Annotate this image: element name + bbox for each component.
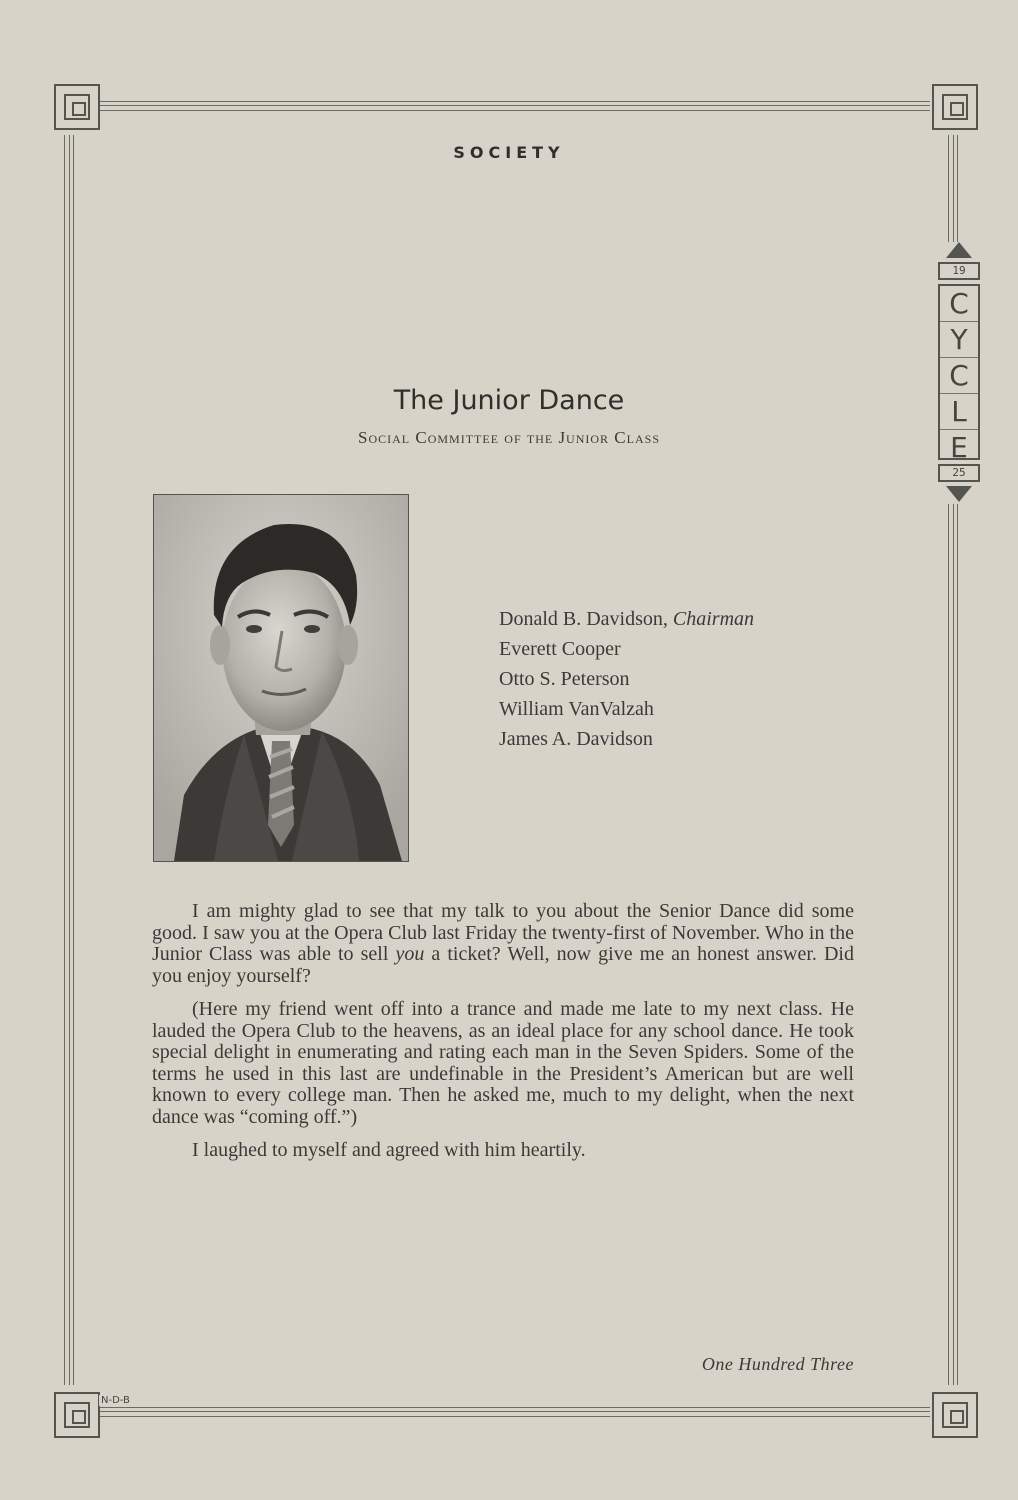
corner-ornament-bottom-right bbox=[932, 1392, 978, 1438]
member-name: Otto S. Peterson bbox=[499, 668, 630, 690]
committee-member bbox=[499, 724, 879, 754]
corner-ornament-top-right bbox=[932, 84, 978, 130]
committee-list bbox=[499, 604, 879, 754]
paragraph-text: a ticket? Well, now give me an honest answer. Did you enjoy yourself? bbox=[152, 943, 854, 987]
emphasis: you bbox=[395, 943, 425, 965]
member-role: Chairman bbox=[672, 608, 755, 630]
committee-member bbox=[499, 634, 879, 664]
page-number: One Hundred Three bbox=[701, 1354, 854, 1374]
emblem-letter: E bbox=[950, 431, 968, 464]
corner-ornament-top-left bbox=[54, 84, 100, 130]
member-name: William VanValzah bbox=[499, 698, 654, 720]
paragraph bbox=[152, 901, 854, 987]
emblem-year-bottom: 25 bbox=[938, 464, 980, 482]
emblem-letter: C bbox=[940, 358, 978, 394]
paragraph: I laughed to myself and agreed with him heartily. bbox=[192, 1139, 586, 1161]
emblem-letter: C bbox=[940, 286, 978, 322]
emblem-letter: L bbox=[940, 394, 978, 430]
article-body bbox=[152, 901, 854, 1174]
member-name: Everett Cooper bbox=[499, 638, 621, 660]
emblem-letters bbox=[938, 284, 980, 464]
corner-ornament-bottom-left bbox=[54, 1392, 100, 1438]
cycle-emblem bbox=[934, 242, 984, 504]
committee-member bbox=[499, 664, 879, 694]
paragraph: (Here my friend went off into a trance and made me late to my next class. He lauded the Opera Club to the heavens, as an ideal place for any school dance. He took special delight in enumerating and rating each man in the Seven Spiders. Some of the terms he used in this last are undefinable in the President’s American but are well known to every college man. Then he asked me, much to my delight, when the next dance was “coming off.”) bbox=[152, 998, 854, 1128]
article-title: The Junior Dance bbox=[393, 385, 625, 416]
article-subtitle: Social Committee of the Junior Class bbox=[358, 428, 660, 447]
committee-member bbox=[499, 604, 879, 634]
emblem-letter: Y bbox=[940, 322, 978, 358]
committee-member bbox=[499, 694, 879, 724]
member-name: Donald B. Davidson, bbox=[499, 608, 668, 630]
member-name: James A. Davidson bbox=[499, 728, 653, 750]
section-header: SOCIETY bbox=[453, 143, 565, 162]
portrait-photo bbox=[153, 494, 409, 862]
engraver-monogram: N-D-B bbox=[101, 1395, 130, 1406]
emblem-year-top: 19 bbox=[938, 262, 980, 280]
paragraph-text: I am mighty glad to see that my talk to you about the Senior Dance did some good. I saw you at the Opera Club last Friday the twenty-first of November. Who in the Junior Class was able to sell bbox=[152, 900, 854, 965]
